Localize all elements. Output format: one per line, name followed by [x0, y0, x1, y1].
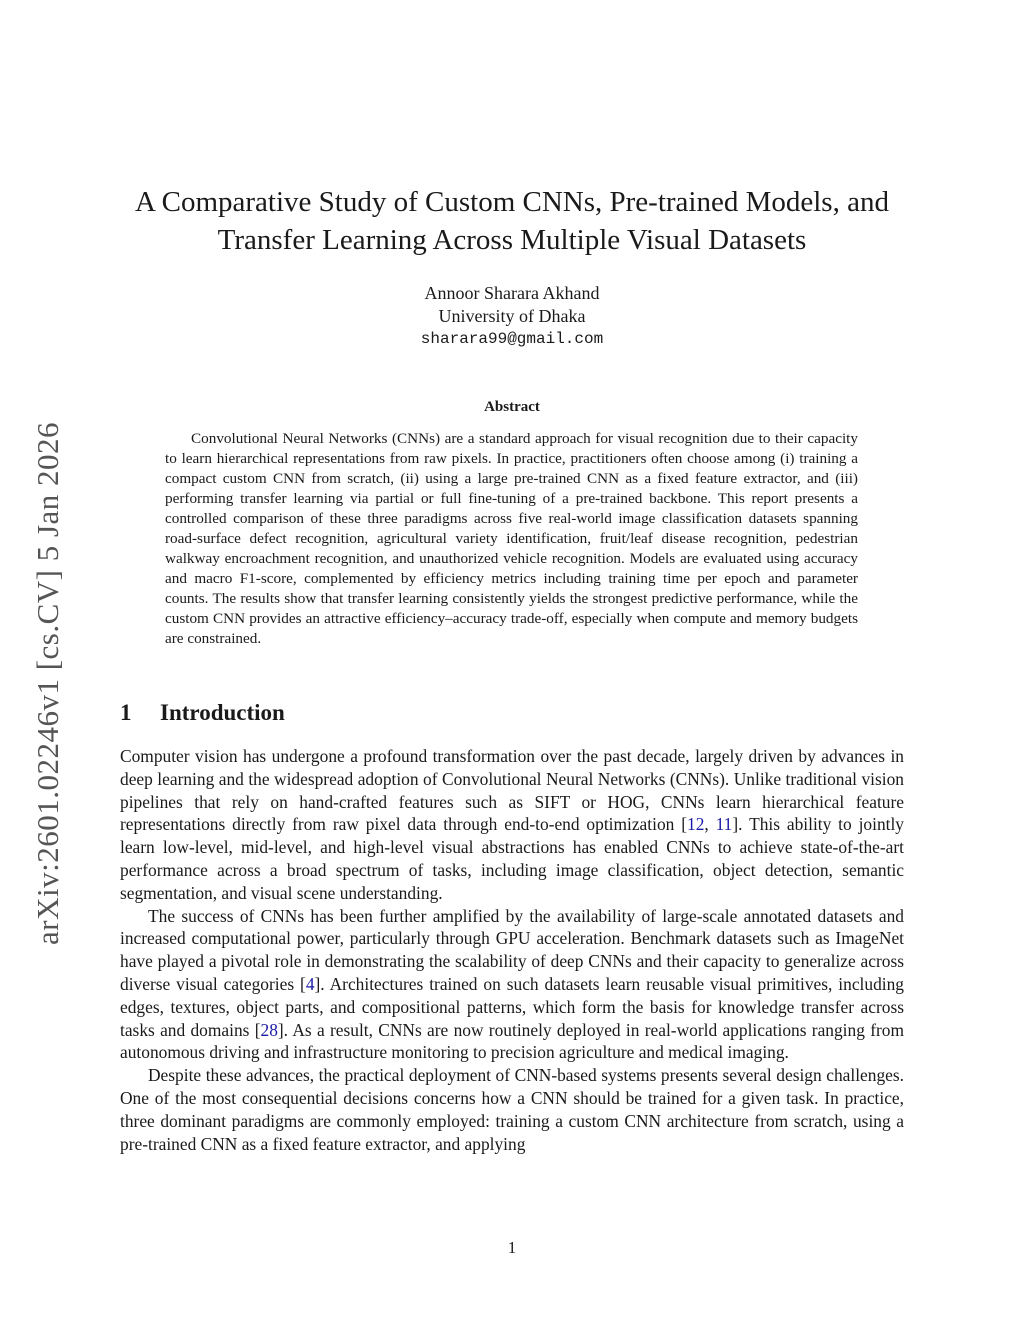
arxiv-identifier-stamp: arXiv:2601.02246v1 [cs.CV] 5 Jan 2026 [30, 421, 65, 945]
author-email[interactable]: sharara99@gmail.com [420, 330, 604, 348]
intro-paragraph-3: Despite these advances, the practical deployment of CNN-based systems presents several design challenges. One of the most consequential decisions concerns how a CNN should be trained for a given task. In practice, three dominant paradigms are commonly employed: training a custom CNN architecture from scratch, using a pre-trained CNN as a fixed feature extractor, and applying [120, 1065, 904, 1154]
section-heading-introduction [120, 700, 285, 726]
introduction-body [120, 745, 904, 1155]
author-block [120, 282, 904, 351]
citation-link-28[interactable]: 28 [260, 1019, 278, 1040]
citation-link-4[interactable]: 4 [305, 973, 315, 994]
citation-link-11[interactable]: 11 [715, 814, 733, 835]
abstract-body: Convolutional Neural Networks (CNNs) are a standard approach for visual recognition due to their capacity to learn hierarchical representations from raw pixels. In practice, practitioners often choose among (i) training a compact custom CNN from scratch, (ii) using a large pre-trained CNN as a fixed feature extractor, and (iii) performing transfer learning via partial or full fine-tuning of a pre-trained backbone. This report presents a controlled comparison of these three paradigms across five real-world image classification datasets spanning road-surface defect recognition, agricultural variety identification, fruit/leaf disease recognition, pedestrian walkway encroachment recognition, and unauthorized vehicle recognition. Models are evaluated using accuracy and macro F1-score, complemented by efficiency metrics including training time per epoch and parameter counts. The results show that transfer learning consistently yields the strongest predictive performance, while the custom CNN provides an attractive efficiency–accuracy trade-off, especially when compute and memory budgets are constrained. [165, 430, 858, 647]
title-line-1: A Comparative Study of Custom CNNs, Pre-trained Models, and [135, 186, 889, 218]
page-number: 1 [507, 1238, 517, 1257]
author-affiliation: University of Dhaka [438, 306, 586, 326]
intro-paragraph-2: The success of CNNs has been further amplified by the availability of large-scale annotated datasets and increased computational power, particularly through GPU acceleration. Benchmark datasets such as ImageNet have played a pivotal role in demonstrating the scalability of deep CNNs and their capacity to generalize across diverse visual categories [4]. Architectures trained on such datasets learn reusable visual primitives, including edges, textures, object parts, and compositional patterns, which form the basis for knowledge transfer across tasks and domains [28]. As a result, CNNs are now routinely deployed in real-world applications ranging from autonomous driving and infrastructure monitoring to precision agriculture and medical imaging. [120, 905, 905, 1063]
intro-paragraph-1: Computer vision has undergone a profound transformation over the past decade, largely driven by advances in deep learning and the widespread adoption of Convolutional Neural Networks (CNNs). Unlike traditional vision pipelines that rely on hand-crafted features such as SIFT or HOG, CNNs learn hierarchical feature representations directly from raw pixel data through end-to-end optimization [12, 11]. This ability to jointly learn low-level, mid-level, and high-level visual abstractions has enabled CNNs to achieve state-of-the-art performance across a broad spectrum of tasks, including image classification, object detection, semantic segmentation, and visual scene understanding. [120, 746, 904, 903]
citation-link-12[interactable]: 12 [687, 814, 705, 835]
author-name: Annoor Sharara Akhand [424, 283, 600, 303]
paper-title [120, 183, 904, 259]
section-title: Introduction [160, 700, 285, 725]
abstract-heading: Abstract [484, 399, 540, 415]
title-line-2: Transfer Learning Across Multiple Visual Datasets [217, 224, 807, 256]
section-number: 1 [120, 700, 132, 725]
